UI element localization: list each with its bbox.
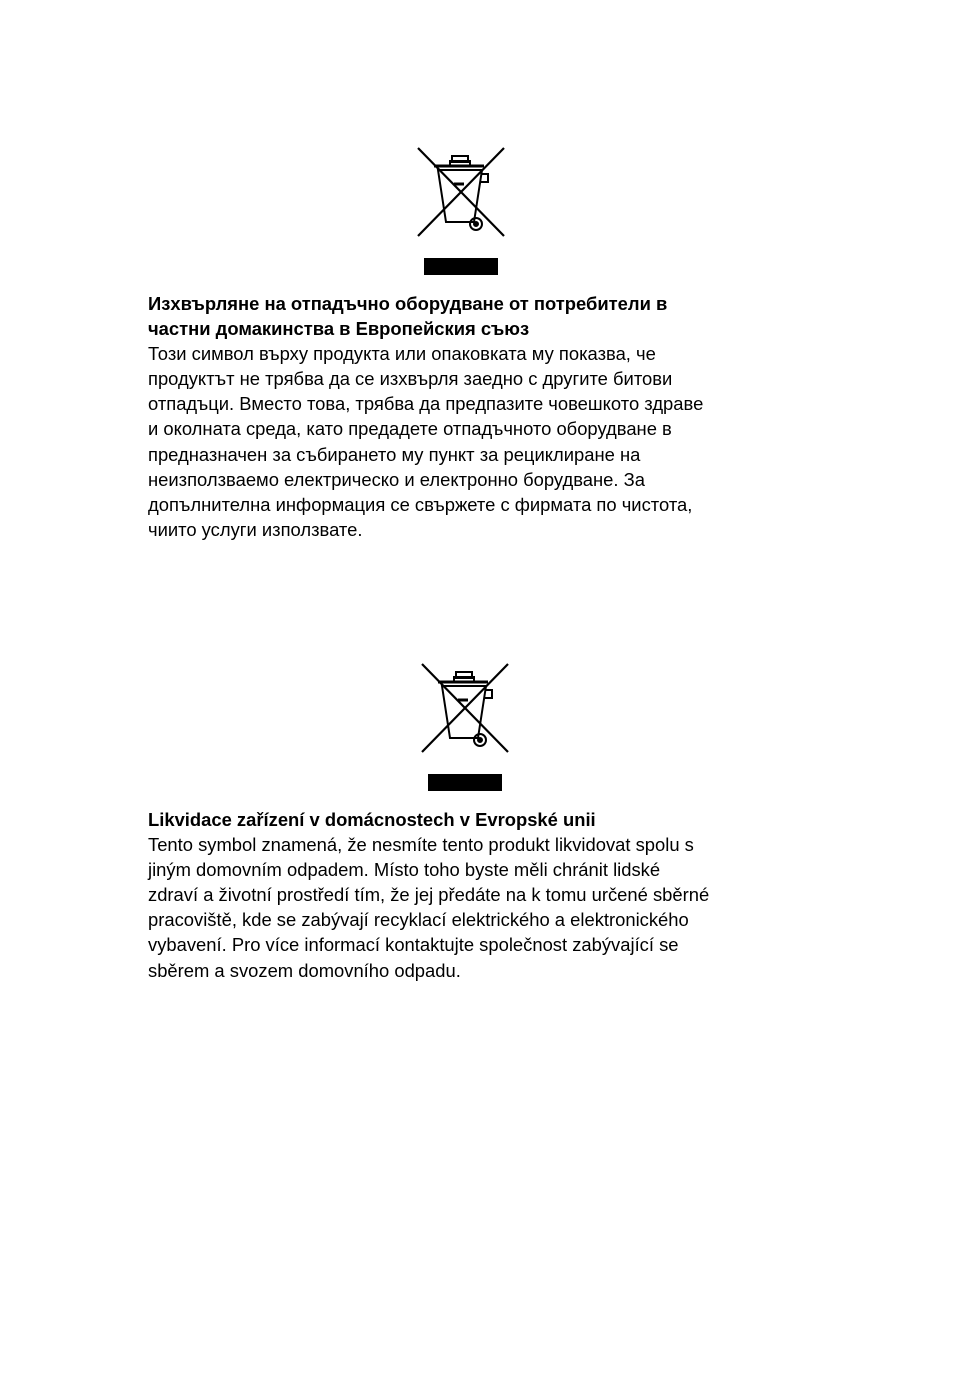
body-line: отпадъци. Вместо това, трябва да предпазите човешкото здраве xyxy=(148,393,704,415)
body-line: допълнителна информация се свържете с фирмата по чистота, xyxy=(148,493,693,515)
body-line: продуктът не трябва да се изхвърля заедно с другите битови xyxy=(148,368,673,390)
body-line: Този символ върху продукта или опаковката му показва, че xyxy=(148,343,656,365)
title-line: Likvidace zařízení v domácnostech v Evropské unii xyxy=(148,809,596,830)
crossed-out-wheelie-bin-icon xyxy=(412,144,512,284)
body-line: sběrem a svozem domovního odpadu. xyxy=(148,959,461,981)
body-line: предназначен за събирането му пункт за рециклиране на xyxy=(148,443,641,465)
notice-title xyxy=(148,807,808,832)
body-line: zdraví a životní prostředí tím, že jej předáte na k tomu určené sběrné xyxy=(148,884,710,906)
title-line: частни домакинства в Европейския съюз xyxy=(148,318,530,340)
title-line: Изхвърляне на отпадъчно оборудване от потребители в xyxy=(148,293,668,314)
body-line: чиито услуги използвате. xyxy=(148,518,363,540)
weee-notice-bg xyxy=(148,291,808,542)
body-line: vybavení. Pro více informací kontaktujte společnost zabývající se xyxy=(148,934,679,956)
notice-body xyxy=(148,832,808,983)
notice-body xyxy=(148,341,808,542)
body-line: jiným domovním odpadem. Místo toho byste měli chránit lidské xyxy=(148,859,661,881)
body-line: Tento symbol znamená, že nesmíte tento produkt likvidovat spolu s xyxy=(148,834,694,856)
weee-notice-cs xyxy=(148,807,808,983)
body-line: pracoviště, kde se zabývají recyklací elektrického a elektronického xyxy=(148,909,689,931)
notice-title xyxy=(148,291,808,341)
crossed-out-wheelie-bin-icon xyxy=(416,660,516,800)
body-line: и околната среда, като предадете отпадъчното оборудване в xyxy=(148,418,672,440)
body-line: неизползваемо електрическо и електронно борудване. За xyxy=(148,468,645,490)
